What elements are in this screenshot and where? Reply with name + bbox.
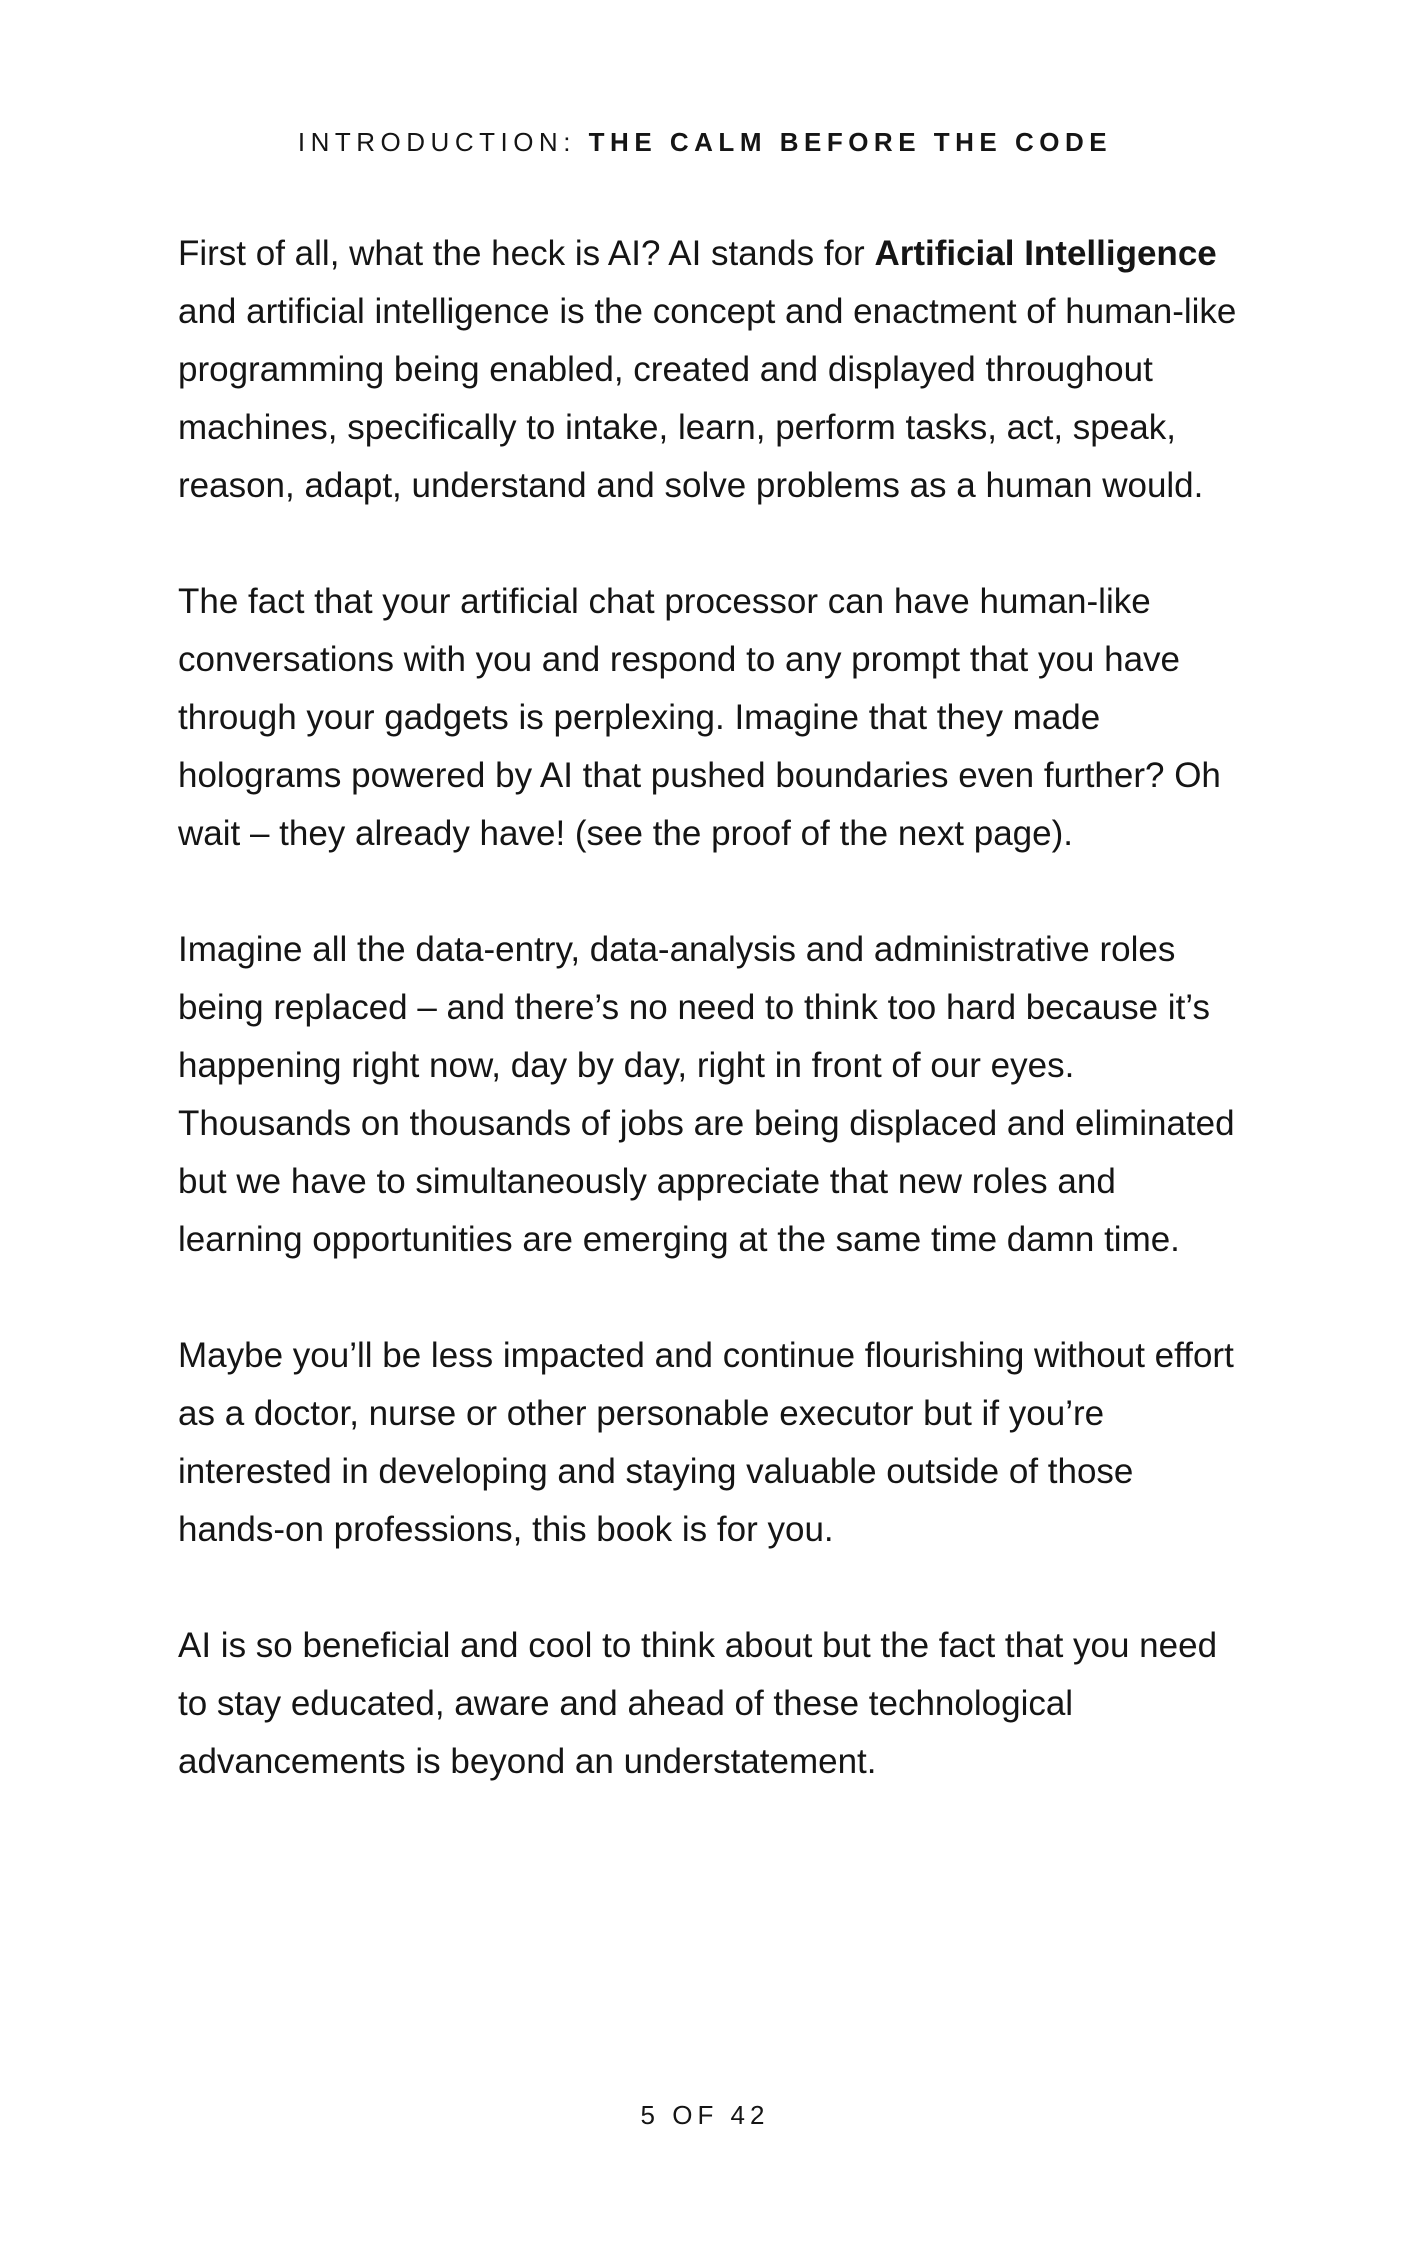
- paragraph-3: Imagine all the data-entry, data-analysis and administrative roles being replaced – and there’s no need to think too hard because it’s happening right now, day by day, right in front of our eyes. Thousands on thousands of jobs are being displaced and eliminated but we have to simultaneously appreciate that new roles and learning opportunities are emerging at the same time damn time.: [178, 930, 1235, 1259]
- chapter-header-prefix: INTRODUCTION:: [297, 127, 589, 157]
- paragraph-1-bold-term: Artificial Intelligence: [874, 234, 1217, 273]
- paragraph-4: Maybe you’ll be less impacted and continue flourishing without effort as a doctor, nurse or other personable executor but if you’re interested in developing and staying valuable outside of those hands-on professions, this book is for you.: [178, 1336, 1234, 1549]
- chapter-title: THE CALM BEFORE THE CODE: [588, 127, 1113, 157]
- chapter-header: [0, 122, 1410, 162]
- paragraph-1: [178, 225, 1238, 515]
- paragraph-1-rest: and artificial intelligence is the concept and enactment of human-like programming being enabled, created and displayed throughout machines, specifically to intake, learn, perform tasks, act, speak, reason, adapt, understand and solve problems as a human would.: [178, 292, 1237, 505]
- body-text: [178, 225, 1238, 1849]
- paragraph-1-intro: First of all, what the heck is AI? AI stands for: [178, 234, 875, 273]
- paragraph-5: AI is so beneficial and cool to think about but the fact that you need to stay educated, aware and ahead of these technological advancements is beyond an understatement.: [178, 1626, 1218, 1781]
- paragraph-2: The fact that your artificial chat processor can have human-like conversations with you and respond to any prompt that you have through your gadgets is perplexing. Imagine that they made holograms powered by AI that pushed boundaries even further? Oh wait – they already have! (see the proof of the next page).: [178, 582, 1221, 853]
- page-number: 5 OF 42: [640, 2100, 770, 2130]
